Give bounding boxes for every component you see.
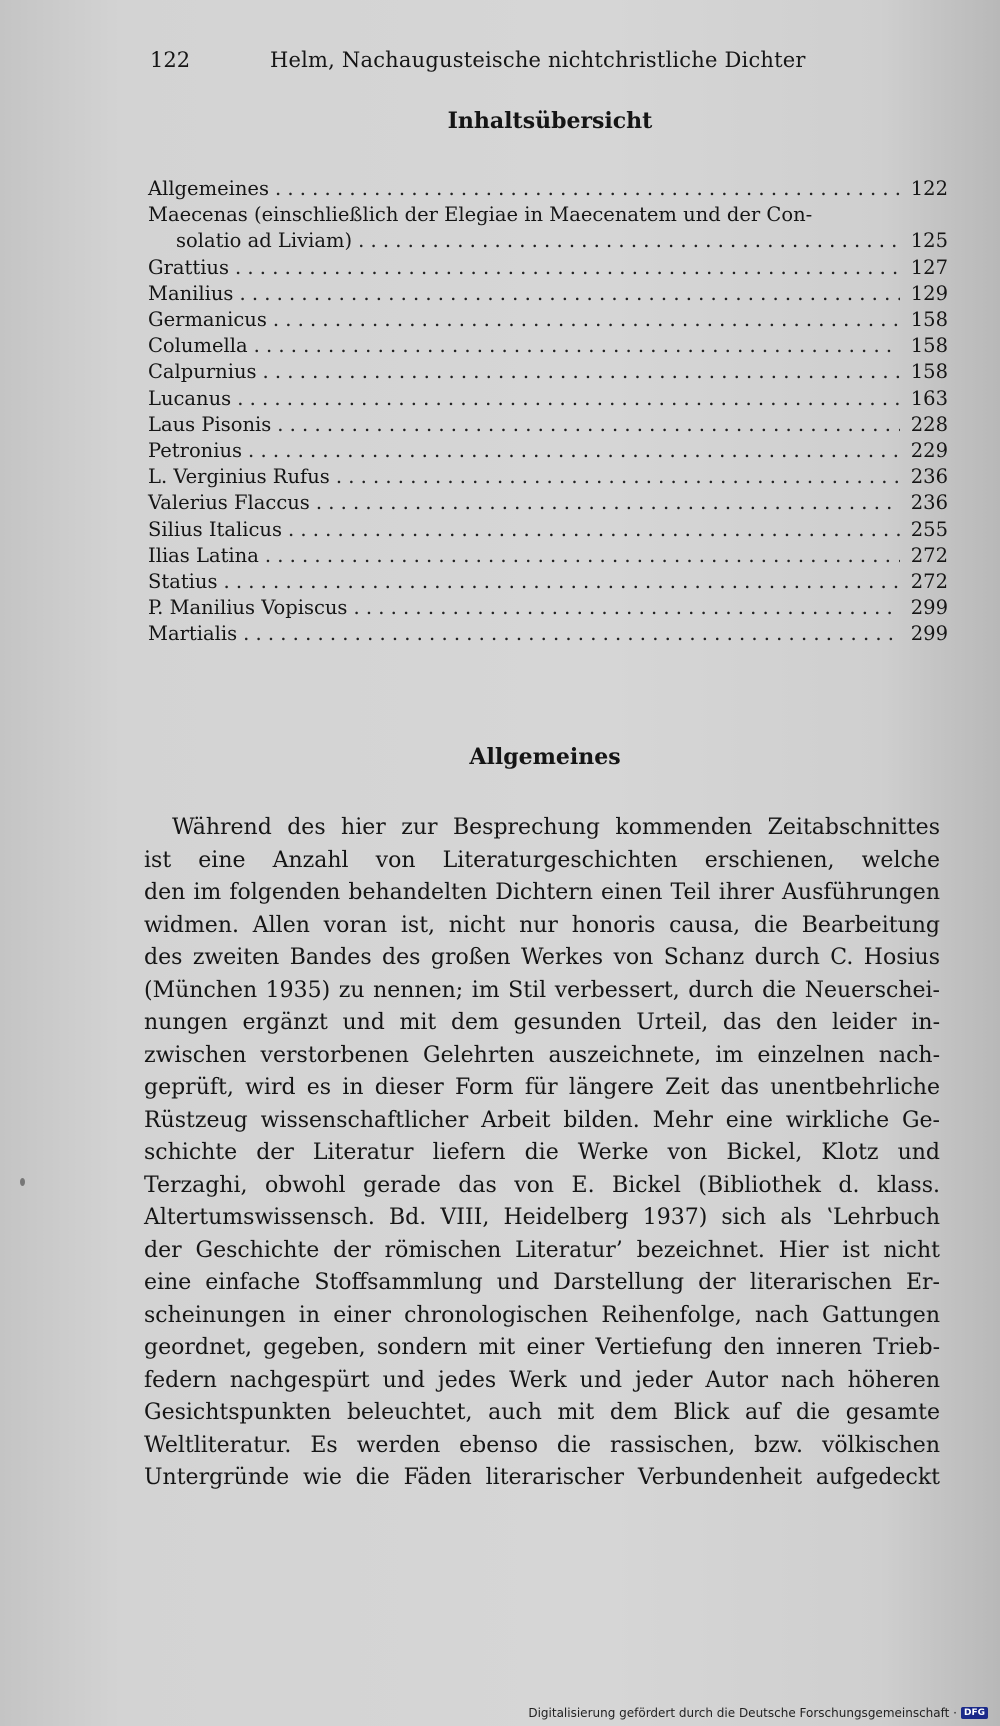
text-line: schichte der Literatur liefern die Werke von Bickel, Klotz und [144,1140,940,1165]
toc-entry: L. Verginius Rufus . . . 236 [148,464,948,490]
running-head [150,48,830,72]
toc-entry: Grattius . . . 127 [148,255,948,281]
dfg-logo: DFG [961,1707,988,1719]
text-line: (München 1935) zu nennen; im Stil verbessert, durch die Neuerschei- [144,977,940,1003]
toc-entry: Silius Italicus . . . 255 [148,517,948,543]
toc-entry: Martialis . . . 299 [148,621,948,647]
text-line: Rüstzeug wissenschaftlicher Arbeit bilden. Mehr eine wirkliche Ge- [144,1107,940,1133]
table-of-contents [148,176,948,648]
scan-speck [20,1178,25,1186]
toc-entry: Laus Pisonis . . . 228 [148,412,948,438]
text-line: Während des hier zur Besprechung kommenden Zeitabschnittes [172,815,940,840]
text-line: widmen. Allen voran ist, nicht nur honoris causa, die Bearbeitung [144,912,940,938]
toc-entry: Petronius . . . 229 [148,438,948,464]
toc-entry: Maecenas (einschließlich der Elegiae in Maecenatem und der Con- [148,203,813,227]
text-line: Weltliteratur. Es werden ebenso die rassischen, bzw. völkischen [144,1432,940,1458]
text-line: ist eine Anzahl von Literaturgeschichten erschienen, welche [144,847,940,873]
toc-entry: Statius . . . 272 [148,569,948,595]
text-line: geprüft, wird es in dieser Form für längere Zeit das unentbehrliche [144,1075,940,1100]
text-line: scheinungen in einer chronologischen Reihenfolge, nach Gattungen [144,1302,940,1328]
body-paragraph [144,812,940,1495]
toc-entry: Valerius Flaccus . . . 236 [148,490,948,516]
text-line: den im folgenden behandelten Dichtern einen Teil ihrer Ausführungen [144,880,940,905]
text-line: der Geschichte der römischen Literatur’ bezeichnet. Hier ist nicht [144,1237,940,1263]
toc-heading: Inhaltsübersicht [447,108,653,134]
text-line: nungen ergänzt und mit dem gesunden Urteil, das den leider in- [144,1010,940,1035]
text-line: des zweiten Bandes des großen Werkes von Schanz durch C. Hosius [144,945,940,970]
toc-entry: Ilias Latina . . . 272 [148,543,948,569]
toc-entry: Lucanus . . . 163 [148,386,948,412]
text-line: Untergründe wie die Fäden literarischer Verbundenheit aufgedeckt [144,1465,940,1490]
text-line: Terzaghi, obwohl gerade das von E. Bickel (Bibliothek d. klass. [144,1172,940,1198]
toc-entry: Calpurnius . . . 158 [148,359,948,385]
toc-entry: Germanicus . . . 158 [148,307,948,333]
toc-entry: Allgemeines . . . 122 [148,176,948,202]
text-line: Altertumswissensch. Bd. VIII, Heidelberg 1937) sich als ʽLehrbuch [144,1205,940,1230]
page-number: 122 [150,48,191,72]
digitization-footer [528,1706,988,1720]
footer-text: Digitalisierung gefördert durch die Deutsche Forschungsgemeinschaft · [528,1706,957,1720]
section-heading: Allgemeines [469,744,621,770]
toc-entry: Columella . . . 158 [148,333,948,359]
text-line: zwischen verstorbenen Gelehrten auszeichnete, im einzelnen nach- [144,1042,940,1068]
toc-entry: Manilius . . . 129 [148,281,948,307]
toc-entry: P. Manilius Vopiscus . . . 299 [148,595,948,621]
text-line: Gesichtspunkten beleuchtet, auch mit dem Blick auf die gesamte [144,1400,940,1425]
toc-entry: solatio ad Liviam) . . . 125 [148,228,948,254]
text-line: federn nachgespürt und jedes Werk und jeder Autor nach höheren [144,1367,940,1393]
text-line: geordnet, gegeben, sondern mit einer Vertiefung den inneren Trieb- [144,1335,940,1360]
text-line: eine einfache Stoffsammlung und Darstellung der literarischen Er- [144,1270,940,1295]
running-title: Helm, Nachaugusteische nichtchristliche Dichter [270,48,806,72]
